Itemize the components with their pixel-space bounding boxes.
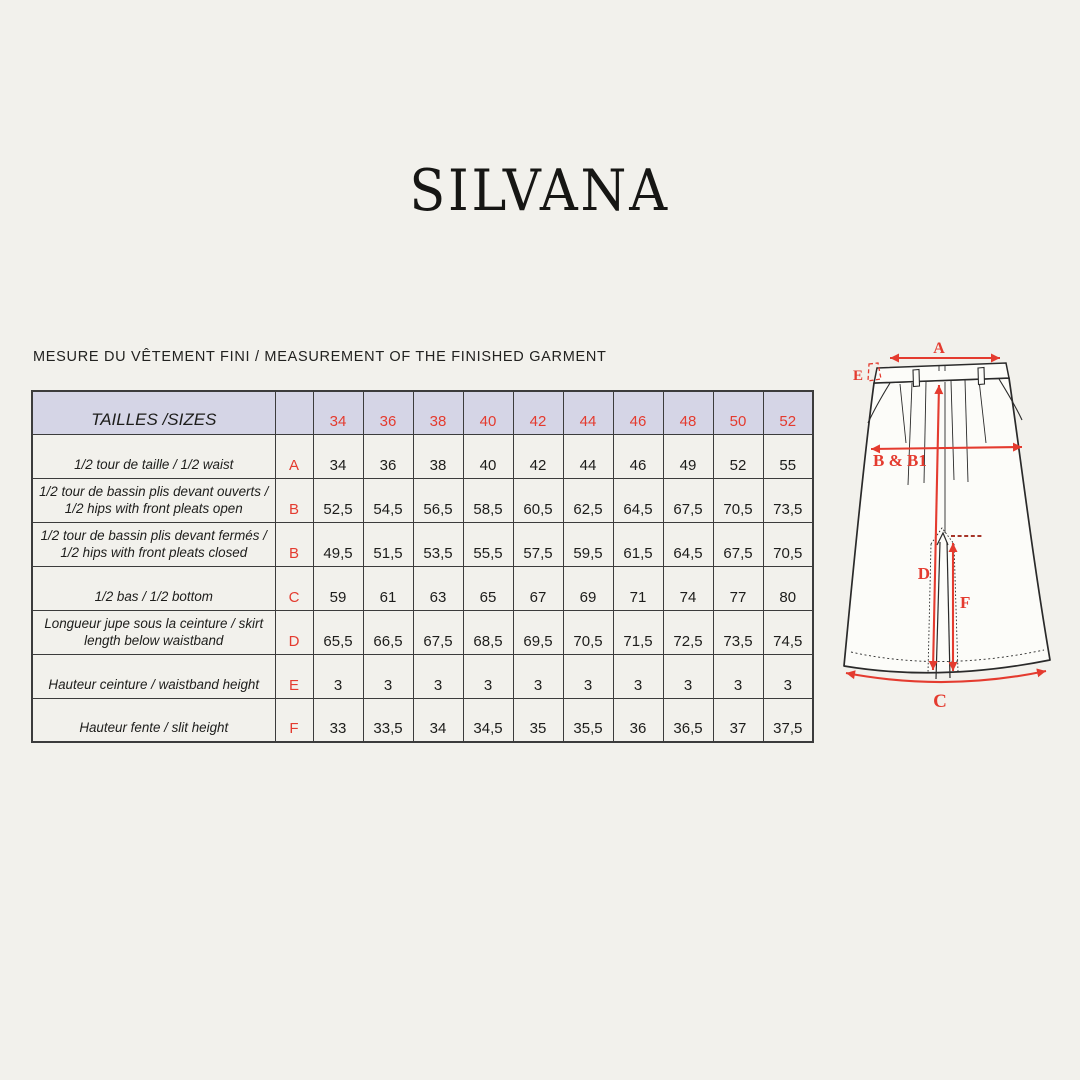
value-cell: 59,5 xyxy=(563,522,613,566)
value-cell: 56,5 xyxy=(413,478,463,522)
value-cell: 52,5 xyxy=(313,478,363,522)
value-cell: 64,5 xyxy=(663,522,713,566)
size-header-cell: 34 xyxy=(313,391,363,434)
value-cell: 61 xyxy=(363,566,413,610)
skirt-diagram xyxy=(820,330,1080,720)
value-cell: 3 xyxy=(563,654,613,698)
value-cell: 35 xyxy=(513,698,563,742)
value-cell: 55 xyxy=(763,434,813,478)
value-cell: 52 xyxy=(713,434,763,478)
table-row xyxy=(32,654,813,698)
table-row xyxy=(32,566,813,610)
row-letter: A xyxy=(275,434,313,478)
page-title xyxy=(0,158,1080,224)
value-cell: 35,5 xyxy=(563,698,613,742)
value-cell: 3 xyxy=(713,654,763,698)
value-cell: 61,5 xyxy=(613,522,663,566)
row-label: 1/2 tour de taille / 1/2 waist xyxy=(32,434,275,478)
value-cell: 42 xyxy=(513,434,563,478)
row-letter: C xyxy=(275,566,313,610)
row-label: 1/2 tour de bassin plis devant ouverts / 1/2 hips with front pleats open xyxy=(32,478,275,522)
size-header-cell: 46 xyxy=(613,391,663,434)
value-cell: 70,5 xyxy=(763,522,813,566)
size-header-cell: 52 xyxy=(763,391,813,434)
row-label: Hauteur ceinture / waistband height xyxy=(32,654,275,698)
skirt-body xyxy=(844,378,1050,673)
value-cell: 54,5 xyxy=(363,478,413,522)
value-cell: 53,5 xyxy=(413,522,463,566)
value-cell: 3 xyxy=(613,654,663,698)
measure-label-d: D xyxy=(917,564,930,583)
value-cell: 64,5 xyxy=(613,478,663,522)
value-cell: 71 xyxy=(613,566,663,610)
value-cell: 3 xyxy=(513,654,563,698)
table-row xyxy=(32,610,813,654)
value-cell: 74,5 xyxy=(763,610,813,654)
table-header-label: TAILLES /SIZES xyxy=(32,391,275,434)
belt-loop-right xyxy=(978,368,985,385)
page-title-text: SILVANA xyxy=(409,158,671,224)
value-cell: 40 xyxy=(463,434,513,478)
value-cell: 34 xyxy=(413,698,463,742)
value-cell: 70,5 xyxy=(563,610,613,654)
size-header-cell: 40 xyxy=(463,391,513,434)
value-cell: 65 xyxy=(463,566,513,610)
value-cell: 59 xyxy=(313,566,363,610)
value-cell: 69 xyxy=(563,566,613,610)
value-cell: 34 xyxy=(313,434,363,478)
value-cell: 62,5 xyxy=(563,478,613,522)
value-cell: 77 xyxy=(713,566,763,610)
size-header-cell: 44 xyxy=(563,391,613,434)
value-cell: 49,5 xyxy=(313,522,363,566)
value-cell: 68,5 xyxy=(463,610,513,654)
value-cell: 36 xyxy=(363,434,413,478)
value-cell: 58,5 xyxy=(463,478,513,522)
value-cell: 36,5 xyxy=(663,698,713,742)
belt-loop-left xyxy=(913,370,920,387)
measure-label-e: E xyxy=(852,368,864,384)
value-cell: 46 xyxy=(613,434,663,478)
table-header-row xyxy=(32,391,813,434)
row-label: Longueur jupe sous la ceinture / skirt length below waistband xyxy=(32,610,275,654)
value-cell: 74 xyxy=(663,566,713,610)
value-cell: 67,5 xyxy=(663,478,713,522)
row-label: 1/2 tour de bassin plis devant fermés / 1/2 hips with front pleats closed xyxy=(32,522,275,566)
value-cell: 3 xyxy=(363,654,413,698)
row-label: Hauteur fente / slit height xyxy=(32,698,275,742)
row-letter: B xyxy=(275,478,313,522)
measure-label-c: C xyxy=(933,691,947,712)
measure-label-a: A xyxy=(933,340,945,357)
row-letter: F xyxy=(275,698,313,742)
value-cell: 67,5 xyxy=(413,610,463,654)
value-cell: 3 xyxy=(663,654,713,698)
value-cell: 72,5 xyxy=(663,610,713,654)
table-row xyxy=(32,522,813,566)
value-cell: 37 xyxy=(713,698,763,742)
table-row xyxy=(32,698,813,742)
measure-label-f: F xyxy=(960,593,971,612)
value-cell: 60,5 xyxy=(513,478,563,522)
value-cell: 3 xyxy=(463,654,513,698)
value-cell: 38 xyxy=(413,434,463,478)
value-cell: 63 xyxy=(413,566,463,610)
value-cell: 69,5 xyxy=(513,610,563,654)
value-cell: 33,5 xyxy=(363,698,413,742)
value-cell: 34,5 xyxy=(463,698,513,742)
value-cell: 65,5 xyxy=(313,610,363,654)
row-letter: B xyxy=(275,522,313,566)
table-header-letter-spacer xyxy=(275,391,313,434)
value-cell: 37,5 xyxy=(763,698,813,742)
table-row xyxy=(32,434,813,478)
table-row xyxy=(32,478,813,522)
value-cell: 44 xyxy=(563,434,613,478)
section-subtitle: MESURE DU VÊTEMENT FINI / MEASUREMENT OF THE FINISHED GARMENT xyxy=(33,349,607,365)
value-cell: 73,5 xyxy=(763,478,813,522)
size-header-cell: 38 xyxy=(413,391,463,434)
value-cell: 3 xyxy=(763,654,813,698)
size-table xyxy=(31,390,814,743)
value-cell: 73,5 xyxy=(713,610,763,654)
measure-label-b: B & B1 xyxy=(873,451,927,470)
value-cell: 55,5 xyxy=(463,522,513,566)
value-cell: 70,5 xyxy=(713,478,763,522)
value-cell: 80 xyxy=(763,566,813,610)
value-cell: 49 xyxy=(663,434,713,478)
size-header-cell: 48 xyxy=(663,391,713,434)
value-cell: 66,5 xyxy=(363,610,413,654)
value-cell: 36 xyxy=(613,698,663,742)
value-cell: 57,5 xyxy=(513,522,563,566)
row-label: 1/2 bas / 1/2 bottom xyxy=(32,566,275,610)
size-header-cell: 50 xyxy=(713,391,763,434)
size-header-cell: 42 xyxy=(513,391,563,434)
value-cell: 67,5 xyxy=(713,522,763,566)
size-header-cell: 36 xyxy=(363,391,413,434)
value-cell: 67 xyxy=(513,566,563,610)
value-cell: 3 xyxy=(313,654,363,698)
value-cell: 71,5 xyxy=(613,610,663,654)
row-letter: D xyxy=(275,610,313,654)
row-letter: E xyxy=(275,654,313,698)
value-cell: 51,5 xyxy=(363,522,413,566)
value-cell: 3 xyxy=(413,654,463,698)
value-cell: 33 xyxy=(313,698,363,742)
